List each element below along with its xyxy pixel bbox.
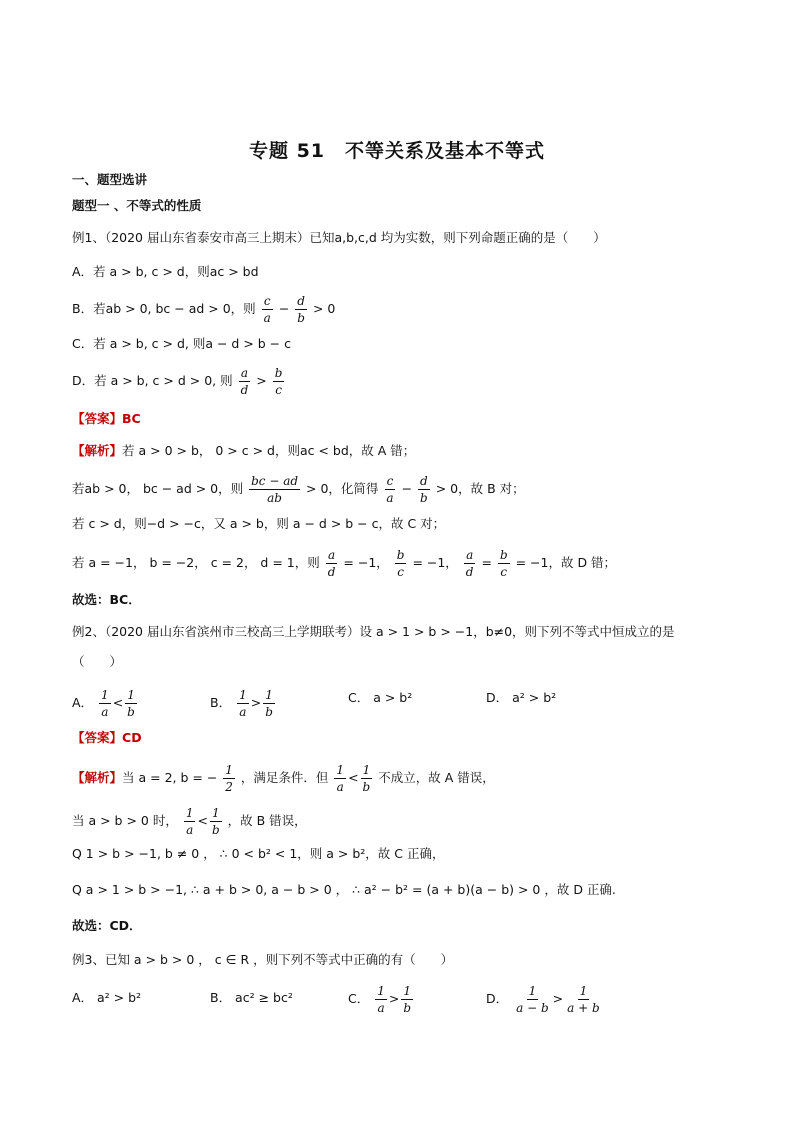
option-b-tail: > 0 [312, 301, 336, 316]
example1-answer [72, 409, 141, 429]
analysis-text: 若 a = −1， b = −2， c = 2， d = 1，则 [72, 555, 320, 570]
operator: > [250, 695, 262, 710]
fraction: $\frac{b}{c}$ [396, 548, 405, 579]
analysis-text: 不成立，故 A 错误， [378, 770, 495, 785]
answer-label: 【答案】 [72, 411, 123, 426]
operator: < [348, 770, 359, 785]
analysis-text: = −1，故 D 错； [515, 555, 617, 570]
example2-stem: 例2、（2020 届山东省滨州市三校高三上学期联考）设 a > 1 > b > −1，b≠0，则下列不等式中恒成立的是 [72, 624, 675, 639]
fraction: $\frac{c}{a}$ [263, 294, 271, 325]
operator: < [197, 813, 208, 828]
example1-analysis-line4 [72, 548, 616, 579]
example1-analysis-line3: 若 c > d，则−d > −c，又 a > b，则 a − d > b − c，故 C 对； [72, 516, 446, 531]
analysis-text: 若ab > 0， bc − ad > 0，则 [72, 481, 244, 496]
option-label: D． [486, 991, 509, 1006]
example2-analysis-line3: Q 1 > b > −1, b ≠ 0 ， ∴ 0 < b² < 1，则 a > b²，故 C 正确， [72, 846, 445, 861]
fraction: $\frac{1}{a + b}$ [567, 984, 600, 1015]
analysis-label: 【解析】 [72, 770, 123, 785]
example3-option-d [486, 984, 604, 1015]
option-d-text: D．若 a > b, c > d > 0, 则 [72, 373, 233, 388]
fraction: $\frac{d}{b}$ [420, 474, 428, 505]
example2-option-b [210, 688, 277, 719]
example1-option-b [72, 294, 335, 325]
operator: > [388, 991, 400, 1006]
page-title: 专题 51 不等关系及基本不等式 [248, 140, 546, 162]
example3-stem: 例3、已知 a > b > 0 ， c ∈ R ，则下列不等式中正确的有（ ） [72, 952, 454, 967]
option-label: A． [72, 695, 94, 710]
fraction: $\frac{1}{b}$ [265, 688, 273, 719]
example2-option-d: D． a² > b² [486, 690, 557, 705]
example3-option-a: A． a² > b² [72, 990, 142, 1005]
example1-option-a: A．若 a > b, c > d，则ac > bd [72, 264, 259, 279]
fraction: $\frac{1}{a}$ [101, 688, 109, 719]
example1-option-d [72, 366, 286, 397]
example2-analysis-line4: Q a > 1 > b > −1, ∴ a + b > 0, a − b > 0 ， ∴ a² − b² = (a + b)(a − b) > 0 ，故 D 正确. [72, 882, 616, 897]
fraction: $\frac{1}{a}$ [336, 763, 345, 794]
fraction: $\frac{b}{c}$ [274, 366, 283, 397]
example2-option-a [72, 688, 139, 719]
fraction: $\frac{1}{a}$ [185, 806, 194, 837]
section-heading: 一、题型选讲 [72, 172, 148, 187]
analysis-text: = −1， [412, 555, 458, 570]
type-heading: 题型一 、不等式的性质 [72, 198, 202, 213]
operator: = [481, 555, 492, 570]
example1-analysis-line1 [72, 441, 415, 461]
fraction: $\frac{1}{b}$ [362, 763, 371, 794]
fraction: $\frac{1}{b}$ [403, 984, 412, 1015]
operator: − [278, 301, 290, 316]
example1-analysis-line2 [72, 474, 525, 505]
fraction: $\frac{a}{d}$ [465, 548, 474, 579]
fraction: $\frac{1}{a - b}$ [516, 984, 549, 1015]
fraction: $\frac{1}{2}$ [225, 763, 233, 794]
fraction: $\frac{1}{a}$ [377, 984, 385, 1015]
example2-analysis-line2 [72, 806, 307, 837]
fraction: $\frac{b}{c}$ [499, 548, 508, 579]
analysis-text: = −1， [343, 555, 389, 570]
example1-option-c: C．若 a > b, c > d, 则a − d > b − c [72, 336, 292, 351]
analysis-text: 若 a > 0 > b， 0 > c > d，则ac < bd，故 A 错； [122, 443, 416, 458]
fraction: $\frac{bc - ad}{ab}$ [251, 474, 299, 505]
operator: > [552, 991, 564, 1006]
answer-label: 【答案】 [72, 730, 123, 745]
fraction: $\frac{1}{b}$ [211, 806, 220, 837]
fraction: $\frac{c}{a}$ [386, 474, 394, 505]
analysis-text: 当 a > b > 0 时， [72, 813, 178, 828]
fraction: $\frac{d}{b}$ [297, 294, 305, 325]
answer-value: CD [122, 730, 142, 745]
example3-option-b: B． ac² ≥ bc² [210, 990, 293, 1005]
analysis-text: 当 a = 2, b = − [122, 770, 218, 785]
fraction: $\frac{1}{b}$ [127, 688, 135, 719]
option-b-text: B．若ab > 0, bc − ad > 0，则 [72, 301, 256, 316]
fraction: $\frac{a}{d}$ [240, 366, 249, 397]
analysis-text: > 0，故 B 对； [435, 481, 525, 496]
option-label: C． [348, 991, 370, 1006]
fraction: $\frac{1}{a}$ [239, 688, 247, 719]
example1-selection: 故选：BC． [72, 592, 141, 607]
example3-option-c [348, 984, 415, 1015]
example2-selection: 故选：CD． [72, 918, 142, 933]
answer-value: BC [122, 411, 141, 426]
analysis-text: ，满足条件．但 [240, 770, 329, 785]
example2-answer [72, 728, 142, 748]
option-label: B． [210, 695, 232, 710]
analysis-text: > 0，化简得 [306, 481, 379, 496]
example2-analysis-line1 [72, 763, 495, 794]
example2-option-c: C． a > b² [348, 690, 413, 705]
operator: − [401, 481, 413, 496]
operator: > [256, 373, 267, 388]
example1-stem: 例1、（2020 届山东省泰安市高三上期末）已知a,b,c,d 均为实数，则下列命题正确的是（ ） [72, 230, 606, 245]
analysis-label: 【解析】 [72, 443, 123, 458]
example2-paren: （ ） [72, 654, 123, 669]
analysis-text: ，故 B 错误， [227, 813, 307, 828]
fraction: $\frac{a}{d}$ [327, 548, 336, 579]
operator: < [112, 695, 124, 710]
